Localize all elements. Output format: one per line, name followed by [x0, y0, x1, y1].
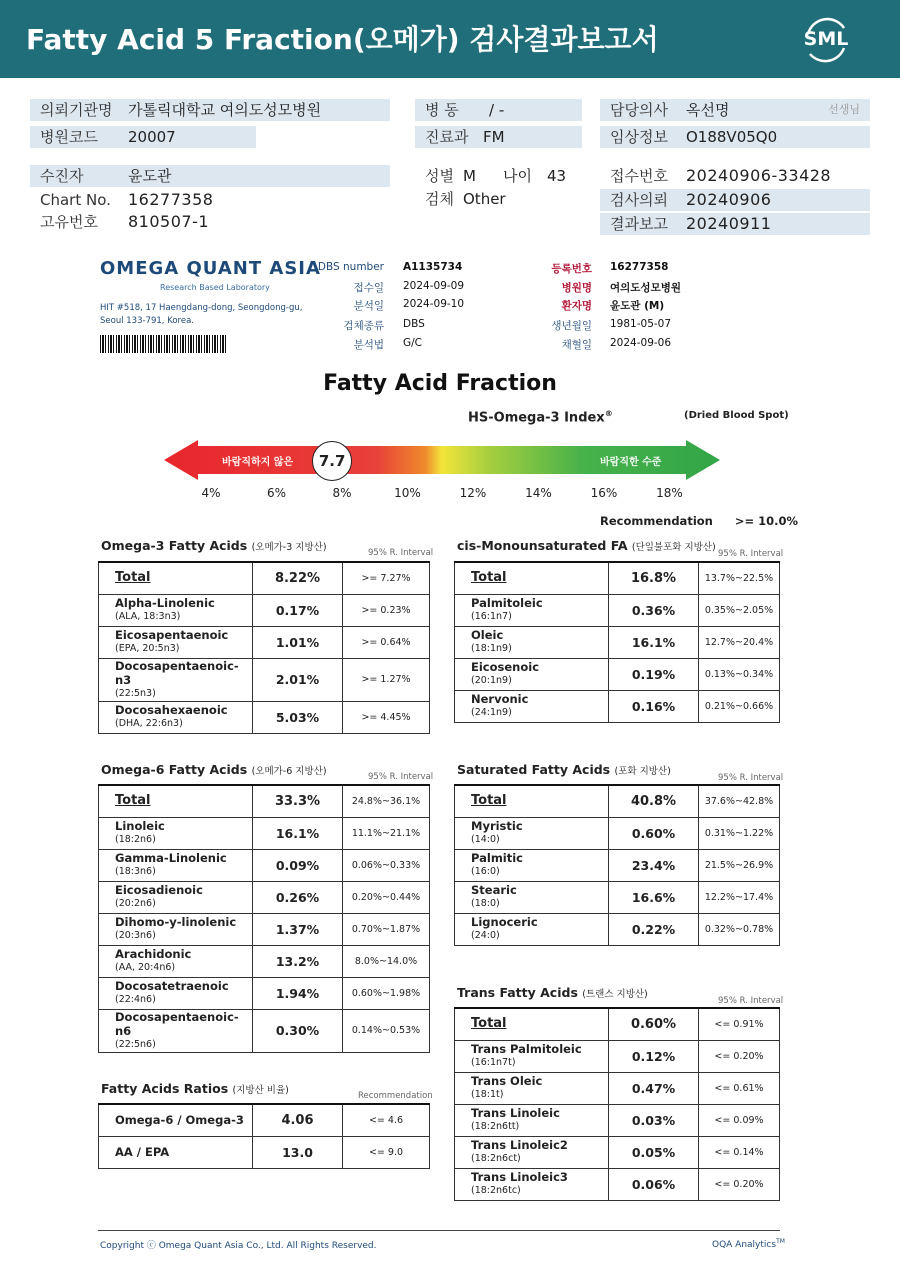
- doctor-field: [600, 99, 870, 121]
- fatty-acid-name: [455, 913, 609, 945]
- oqa-label: 검체종류: [343, 320, 384, 332]
- trans-title: Trans Fatty Acids (트랜스 지방산): [457, 985, 648, 1000]
- result-value: 0.06%: [609, 1168, 699, 1200]
- result-value: 16.1%: [609, 626, 699, 658]
- fatty-acid-name: [99, 881, 253, 913]
- table-row: [99, 849, 430, 881]
- fatty-acid-name: [99, 849, 253, 881]
- ri-label: 95% R. Interval: [368, 772, 434, 782]
- specimen-field: [415, 188, 582, 210]
- oqa-label: 병원명: [561, 282, 592, 294]
- reference-range: 11.1%~21.1%: [343, 817, 430, 849]
- sml-logo: [800, 14, 852, 66]
- receipt-value: 20240906-33428: [686, 166, 832, 185]
- result-value: 0.17%: [253, 594, 343, 626]
- result-value: 0.36%: [609, 594, 699, 626]
- reference-range: 0.31%~1.22%: [699, 817, 780, 849]
- dept-field: [415, 126, 582, 148]
- fatty-acid-name: [99, 977, 253, 1009]
- trans-table: [454, 1007, 780, 1201]
- fatty-acid-name: [455, 1104, 609, 1136]
- formula-text: (18:2n6ct): [471, 1153, 521, 1164]
- chart-label: Chart No.: [40, 191, 111, 209]
- table-row: [99, 913, 430, 945]
- reference-range: >= 7.27%: [343, 562, 430, 594]
- patient-label: 수진자: [40, 167, 84, 185]
- name-text: Palmitic: [471, 851, 524, 865]
- fatty-acid-name: [99, 594, 253, 626]
- ward-label: 병 동: [425, 101, 459, 119]
- reference-range: <= 0.14%: [699, 1136, 780, 1168]
- fatty-acid-name: [99, 658, 253, 701]
- gauge-tick-label: 8%: [332, 486, 352, 500]
- gauge-left-text: 바람직하지 않은: [222, 457, 294, 468]
- omega6-table: [98, 784, 430, 1053]
- oqa-value: 16277358: [610, 261, 669, 273]
- name-text: Total: [471, 570, 507, 586]
- name-text: Eicosadienoic: [115, 883, 203, 897]
- name-text: Docosahexaenoic: [115, 703, 228, 717]
- fatty-acid-name: [455, 594, 609, 626]
- reference-range: <= 9.0: [343, 1136, 430, 1168]
- name-text: Arachidonic: [115, 947, 192, 961]
- name-text: Trans Oleic: [471, 1074, 543, 1088]
- table-row: [455, 817, 780, 849]
- name-text: Stearic: [471, 883, 517, 897]
- table-row: [455, 1040, 780, 1072]
- formula-text: (16:0): [471, 866, 500, 877]
- reference-range: <= 0.91%: [699, 1008, 780, 1040]
- oqa-label: 분석일: [353, 300, 384, 312]
- formula-text: (18:3n6): [115, 866, 156, 877]
- index-value: 7.7: [318, 452, 346, 470]
- institution-field: [30, 99, 390, 121]
- result-value: 0.30%: [253, 1009, 343, 1052]
- name-text: Docosapentaenoic-n6: [115, 1009, 239, 1038]
- clinical-value: O188V05Q0: [686, 128, 778, 146]
- age-label: 나이: [503, 167, 532, 185]
- gauge-tick-label: 18%: [656, 486, 683, 500]
- reference-range: 0.21%~0.66%: [699, 690, 780, 722]
- formula-text: (14:0): [471, 834, 500, 845]
- reference-range: 0.14%~0.53%: [343, 1009, 430, 1052]
- table-row: [99, 1009, 430, 1052]
- name-text: Total: [115, 793, 151, 809]
- result-value: 16.8%: [609, 562, 699, 594]
- result-value: 0.22%: [609, 913, 699, 945]
- fatty-acid-name: [455, 562, 609, 594]
- sample-type: (Dried Blood Spot): [684, 410, 789, 421]
- formula-text: (AA, 20:4n6): [115, 962, 176, 973]
- table-row: [99, 626, 430, 658]
- name-text: Docosapentaenoic-n3: [115, 658, 239, 687]
- institution-value: 가톨릭대학교 여의도성모병원: [128, 101, 322, 119]
- table-row: [455, 1136, 780, 1168]
- formula-text: (EPA, 20:5n3): [115, 643, 180, 654]
- result-value: 0.47%: [609, 1072, 699, 1104]
- specimen-label: 검체: [425, 190, 454, 208]
- name-text: Oleic: [471, 628, 504, 642]
- formula-text: (18:2n6tc): [471, 1185, 521, 1196]
- ward-field: [415, 99, 582, 121]
- reference-range: 0.60%~1.98%: [343, 977, 430, 1009]
- fatty-acid-name: [455, 690, 609, 722]
- barcode: [100, 335, 228, 353]
- name-text: Dihomo-y-linolenic: [115, 915, 237, 929]
- result-value: 33.3%: [253, 785, 343, 817]
- table-row: [455, 849, 780, 881]
- formula-text: (24:1n9): [471, 707, 512, 718]
- oqa-value: 1981-05-07: [610, 318, 672, 330]
- institution-label: 의뢰기관명: [40, 101, 113, 119]
- reference-range: 8.0%~14.0%: [343, 945, 430, 977]
- gauge-tick-label: 4%: [201, 486, 221, 500]
- result-value: 23.4%: [609, 849, 699, 881]
- reference-range: >= 1.27%: [343, 658, 430, 701]
- total-row: [455, 562, 780, 594]
- oqa-address-2: Seoul 133-791, Korea.: [100, 316, 194, 326]
- fatty-acid-name: [455, 1168, 609, 1200]
- fatty-acid-name: [455, 1040, 609, 1072]
- oqa-value: 2024-09-10: [403, 298, 465, 310]
- report-date-field: [600, 213, 870, 235]
- patient-field: [30, 165, 390, 187]
- oqa-value: G/C: [403, 337, 423, 349]
- table-row: [99, 881, 430, 913]
- name-text: Eicosenoic: [471, 660, 540, 674]
- formula-text: (22:5n3): [115, 687, 156, 699]
- result-value: 0.26%: [253, 881, 343, 913]
- clinical-field: [600, 126, 870, 148]
- table-row: [455, 626, 780, 658]
- doctor-label: 담당의사: [610, 101, 668, 119]
- result-value: 4.06: [253, 1104, 343, 1136]
- formula-text: (16:1n7): [471, 611, 512, 622]
- reference-range: 37.6%~42.8%: [699, 785, 780, 817]
- reference-range: 0.35%~2.05%: [699, 594, 780, 626]
- formula-text: (18:0): [471, 898, 500, 909]
- name-text: Total: [471, 793, 507, 809]
- oqa-value: DBS: [403, 318, 425, 330]
- hospital-code-label: 병원코드: [40, 128, 98, 146]
- fatty-acid-name: [455, 817, 609, 849]
- table-row: [99, 1104, 430, 1136]
- dept-label: 진료과: [425, 128, 469, 146]
- oqa-label: 접수일: [353, 282, 384, 294]
- fatty-acid-name: [455, 658, 609, 690]
- footer-copyright: Copyright ⓒ Omega Quant Asia Co., Ltd. All Rights Reserved.: [100, 1241, 377, 1251]
- table-row: [455, 1168, 780, 1200]
- name-text: Nervonic: [471, 692, 529, 706]
- sex-value: M: [463, 167, 476, 185]
- reference-range: >= 0.64%: [343, 626, 430, 658]
- name-text: Total: [471, 1016, 507, 1032]
- footer-divider: [98, 1230, 780, 1231]
- hospital-code-field: [30, 126, 256, 148]
- name-text: Linoleic: [115, 819, 165, 833]
- ratios-table: [98, 1103, 430, 1169]
- table-row: [99, 1136, 430, 1168]
- result-value: 5.03%: [253, 701, 343, 733]
- result-value: 0.09%: [253, 849, 343, 881]
- formula-text: (18:2n6): [115, 834, 156, 845]
- oqa-label: 환자명: [561, 300, 592, 312]
- result-value: 1.37%: [253, 913, 343, 945]
- gauge-tick-label: 6%: [266, 486, 287, 500]
- table-row: [99, 817, 430, 849]
- reference-range: <= 4.6: [343, 1104, 430, 1136]
- name-text: Gamma-Linolenic: [115, 851, 227, 865]
- ri-label: 95% R. Interval: [368, 548, 434, 558]
- formula-text: (18:2n6tt): [471, 1121, 520, 1132]
- reference-range: 24.8%~36.1%: [343, 785, 430, 817]
- report-header: [0, 0, 900, 78]
- name-text: Lignoceric: [471, 915, 538, 929]
- reference-range: 0.13%~0.34%: [699, 658, 780, 690]
- table-row: [99, 945, 430, 977]
- formula-text: (16:1n7t): [471, 1057, 516, 1068]
- hospital-code-value: 20007: [128, 128, 176, 146]
- dept-value: FM: [483, 128, 505, 146]
- oqa-value: 2024-09-06: [610, 337, 672, 349]
- name-text: Total: [115, 570, 151, 586]
- fatty-acid-name: [455, 881, 609, 913]
- ratios-title: Fatty Acids Ratios (지방산 비율): [101, 1081, 289, 1096]
- table-row: [455, 1104, 780, 1136]
- reference-range: 0.06%~0.33%: [343, 849, 430, 881]
- result-value: 0.19%: [609, 658, 699, 690]
- result-value: 13.0: [253, 1136, 343, 1168]
- result-value: 13.2%: [253, 945, 343, 977]
- oqa-logo-sub: Research Based Laboratory: [160, 283, 270, 292]
- omega3-table: [98, 561, 430, 734]
- oqa-logo: OMEGA QUANT ASIA: [100, 258, 321, 279]
- table-row: [99, 701, 430, 733]
- doctor-value: 옥선명: [686, 101, 730, 119]
- result-value: 0.05%: [609, 1136, 699, 1168]
- uid-field: [30, 211, 390, 233]
- table-row: [99, 658, 430, 701]
- total-row: [455, 1008, 780, 1040]
- reference-range: <= 0.20%: [699, 1040, 780, 1072]
- table-row: [455, 594, 780, 626]
- gauge-right-text: 바람직한 수준: [600, 457, 662, 468]
- index-recommendation: Recommendation >= 10.0%: [600, 514, 799, 528]
- formula-text: (20:3n6): [115, 930, 156, 941]
- table-row: [455, 658, 780, 690]
- receipt-label: 접수번호: [610, 167, 668, 185]
- fatty-acid-name: [99, 945, 253, 977]
- index-title: HS-Omega-3 Index®: [468, 409, 613, 426]
- reference-range: 0.70%~1.87%: [343, 913, 430, 945]
- name-text: Docosatetraenoic: [115, 979, 229, 993]
- mono-title: cis-Monounsaturated FA (단일불포화 지방산): [457, 538, 716, 553]
- name-text: Trans Linoleic: [471, 1106, 560, 1120]
- fatty-acid-name: [455, 1136, 609, 1168]
- fatty-acid-name: [455, 849, 609, 881]
- total-row: [99, 785, 430, 817]
- name-text: Myristic: [471, 819, 523, 833]
- report-date-value: 20240911: [686, 214, 772, 233]
- result-value: 16.6%: [609, 881, 699, 913]
- fatty-acid-name: [99, 701, 253, 733]
- gauge-tick-label: 14%: [525, 486, 552, 500]
- age-value: 43: [547, 167, 567, 185]
- oqa-label: 생년월일: [551, 320, 592, 332]
- formula-text: (20:1n9): [471, 675, 512, 686]
- table-row: [455, 913, 780, 945]
- gauge-tick-label: 16%: [590, 486, 618, 500]
- gauge-tick-label: 12%: [459, 486, 487, 500]
- uid-value: 810507-1: [128, 212, 210, 231]
- reference-range: 12.2%~17.4%: [699, 881, 780, 913]
- fatty-acid-name: [455, 1008, 609, 1040]
- formula-text: (22:4n6): [115, 994, 156, 1005]
- sex-age-field: [415, 165, 582, 187]
- saturated-title: Saturated Fatty Acids (포화 지방산): [457, 762, 671, 777]
- result-value: 2.01%: [253, 658, 343, 701]
- name-text: AA / EPA: [115, 1145, 170, 1159]
- fatty-acid-name: [99, 913, 253, 945]
- fatty-acid-name: [455, 1072, 609, 1104]
- ri-label: 95% R. Interval: [718, 996, 784, 1006]
- oqa-address-1: HIT #518, 17 Haengdang-dong, Seongdong-gu,: [100, 303, 303, 313]
- result-value: 0.03%: [609, 1104, 699, 1136]
- formula-text: (18:1t): [471, 1089, 504, 1100]
- fatty-acid-name: [99, 817, 253, 849]
- result-value: 0.60%: [609, 1008, 699, 1040]
- oqa-label: 등록번호: [551, 263, 592, 275]
- oqa-label: 채혈일: [561, 339, 592, 351]
- result-value: 0.16%: [609, 690, 699, 722]
- omega3-title: Omega-3 Fatty Acids (오메가-3 지방산): [101, 538, 327, 553]
- oqa-value: 2024-09-09: [403, 280, 465, 292]
- fraction-title: Fatty Acid Fraction: [323, 371, 557, 396]
- reference-range: 0.32%~0.78%: [699, 913, 780, 945]
- reference-range: 21.5%~26.9%: [699, 849, 780, 881]
- formula-text: (ALA, 18:3n3): [115, 611, 181, 622]
- request-label: 검사의뢰: [610, 191, 668, 209]
- reference-range: >= 0.23%: [343, 594, 430, 626]
- result-value: 1.01%: [253, 626, 343, 658]
- saturated-table: [454, 784, 780, 946]
- ri-label: 95% R. Interval: [718, 549, 784, 559]
- mono-table: [454, 561, 780, 723]
- result-value: 1.94%: [253, 977, 343, 1009]
- logo-text: SML: [803, 28, 849, 50]
- total-row: [99, 562, 430, 594]
- clinical-label: 임상정보: [610, 128, 668, 146]
- index-marker: [312, 441, 352, 481]
- footer-brand: OQA Analytics™: [712, 1238, 785, 1250]
- formula-text: (24:0): [471, 930, 500, 941]
- table-row: [455, 1072, 780, 1104]
- reference-range: 12.7%~20.4%: [699, 626, 780, 658]
- fatty-acid-name: [455, 785, 609, 817]
- fatty-acid-name: [99, 1009, 253, 1052]
- total-row: [455, 785, 780, 817]
- name-text: Alpha-Linolenic: [115, 596, 215, 610]
- reference-range: 13.7%~22.5%: [699, 562, 780, 594]
- formula-text: (20:2n6): [115, 898, 156, 909]
- ward-value: / -: [489, 101, 505, 119]
- fatty-acid-name: [99, 1136, 253, 1168]
- formula-text: (22:5n6): [115, 1038, 156, 1050]
- name-text: Eicosapentaenoic: [115, 628, 229, 642]
- request-value: 20240906: [686, 190, 772, 209]
- chart-value: 16277358: [128, 190, 214, 209]
- recommendation-label: Recommendation: [358, 1091, 433, 1101]
- fatty-acid-name: [99, 626, 253, 658]
- fatty-acid-name: [99, 562, 253, 594]
- reference-range: <= 0.09%: [699, 1104, 780, 1136]
- table-row: [455, 881, 780, 913]
- ri-label: 95% R. Interval: [718, 773, 784, 783]
- oqa-label: 분석법: [353, 339, 384, 351]
- result-value: 8.22%: [253, 562, 343, 594]
- formula-text: (18:1n9): [471, 643, 512, 654]
- patient-value: 윤도관: [128, 167, 172, 185]
- name-text: Trans Linoleic2: [471, 1138, 568, 1152]
- reference-range: <= 0.20%: [699, 1168, 780, 1200]
- name-text: Trans Palmitoleic: [471, 1042, 582, 1056]
- result-value: 0.60%: [609, 817, 699, 849]
- request-field: [600, 189, 870, 211]
- result-value: 0.12%: [609, 1040, 699, 1072]
- reference-range: >= 4.45%: [343, 701, 430, 733]
- oqa-label: DBS number: [317, 261, 384, 273]
- fatty-acid-name: [99, 1104, 253, 1136]
- table-row: [99, 977, 430, 1009]
- fatty-acid-name: [99, 785, 253, 817]
- report-date-label: 결과보고: [610, 215, 668, 233]
- formula-text: (DHA, 22:6n3): [115, 718, 183, 729]
- sex-label: 성별: [425, 167, 454, 185]
- specimen-value: Other: [463, 190, 506, 208]
- fatty-acid-name: [455, 626, 609, 658]
- name-text: Palmitoleic: [471, 596, 543, 610]
- name-text: Trans Linoleic3: [471, 1170, 568, 1184]
- receipt-field: [600, 165, 870, 187]
- gauge-tick-label: 10%: [394, 486, 421, 500]
- oqa-value: A1135734: [403, 261, 463, 273]
- chart-field: [30, 189, 390, 211]
- omega6-title: Omega-6 Fatty Acids (오메가-6 지방산): [101, 762, 327, 777]
- doctor-suffix: 선생님: [828, 103, 860, 116]
- result-value: 40.8%: [609, 785, 699, 817]
- reference-range: <= 0.61%: [699, 1072, 780, 1104]
- oqa-value: 여의도성모병원: [610, 282, 682, 294]
- result-value: 16.1%: [253, 817, 343, 849]
- name-text: Omega-6 / Omega-3: [115, 1113, 244, 1128]
- table-row: [99, 594, 430, 626]
- reference-range: 0.20%~0.44%: [343, 881, 430, 913]
- report-title: Fatty Acid 5 Fraction(오메가) 검사결과보고서: [26, 23, 659, 56]
- table-row: [455, 690, 780, 722]
- oqa-value: 윤도관 (M): [610, 300, 665, 312]
- uid-label: 고유번호: [40, 213, 98, 231]
